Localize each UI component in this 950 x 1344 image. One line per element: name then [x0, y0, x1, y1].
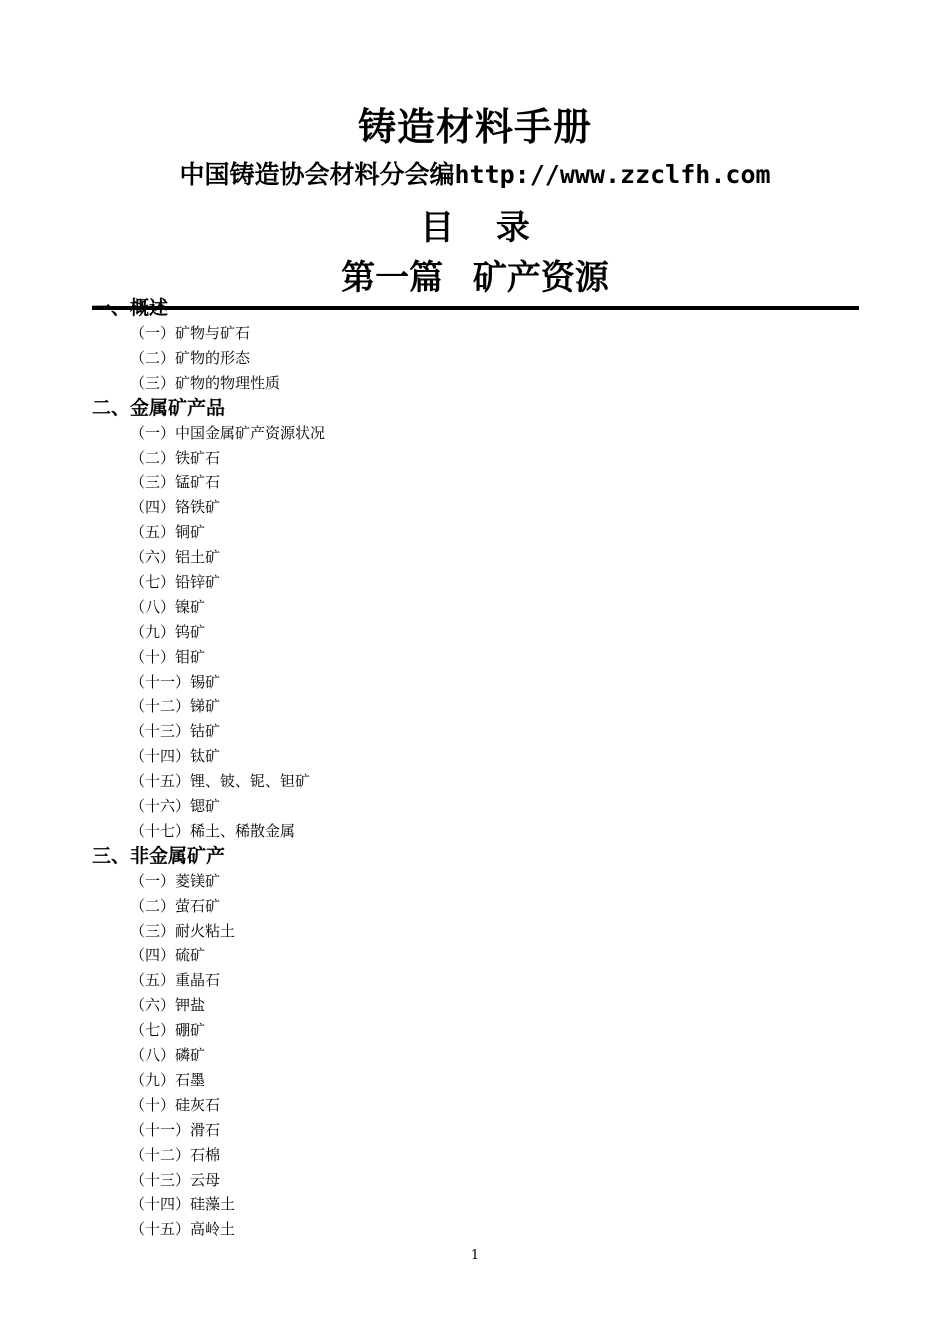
toc-section-title: 一、概述	[92, 297, 169, 319]
page-number: 1	[470, 1248, 480, 1263]
toc-entry: （十六）锶矿	[130, 797, 221, 816]
toc-entry: （十一）滑石	[130, 1120, 221, 1139]
toc-entry: （三）矿物的物理性质	[130, 373, 281, 392]
toc-entry: （十二）锑矿	[130, 697, 221, 716]
toc-section-heading	[92, 396, 859, 421]
document-title: 铸造材料手册	[357, 104, 592, 149]
toc-entry: （七）铅锌矿	[130, 573, 221, 592]
toc-entry: （一）中国金属矿产资源状况	[130, 423, 326, 442]
publisher-name: 中国铸造协会材料分会编	[179, 160, 455, 189]
website-url: http://www.zzclfh.com	[454, 160, 771, 189]
toc-entry: （十四）钛矿	[130, 747, 221, 766]
toc-entry: （八）磷矿	[130, 1046, 206, 1065]
toc-section-title: 三、非金属矿产	[92, 844, 226, 867]
toc-heading: 目 录	[420, 208, 530, 248]
toc-entry: （九）钨矿	[130, 622, 206, 641]
toc-entry: （二）铁矿石	[130, 448, 221, 467]
toc-entry: （十五）锂、铍、铌、钽矿	[130, 772, 311, 791]
toc-entry: （三）锰矿石	[130, 473, 221, 492]
toc-entry: （七）硼矿	[130, 1021, 206, 1040]
toc-entry: （十七）稀土、稀散金属	[130, 821, 296, 840]
toc-entry: （五）重晶石	[130, 971, 221, 990]
toc-entry: （十）硅灰石	[130, 1095, 221, 1114]
publisher-line	[0, 155, 950, 191]
toc-entry: （六）钾盐	[130, 996, 206, 1015]
toc-entry: （六）铝土矿	[130, 548, 221, 567]
toc-entry: （五）铜矿	[130, 523, 206, 542]
toc-section-title: 二、金属矿产品	[92, 396, 226, 419]
toc-section-heading	[92, 296, 859, 321]
toc-entry: （十一）锡矿	[130, 672, 221, 691]
toc-entry: （二）萤石矿	[130, 896, 221, 915]
toc-entry: （一）菱镁矿	[130, 871, 221, 890]
toc-entry: （三）耐火粘土	[130, 921, 236, 940]
toc-entry: （十四）硅藻土	[130, 1195, 236, 1214]
part-title: 第一篇 矿产资源	[341, 258, 609, 298]
toc-entry: （十）钼矿	[130, 647, 206, 666]
toc-entry: （十二）石棉	[130, 1145, 221, 1164]
toc-entry: （八）镍矿	[130, 597, 206, 616]
toc-entry: （一）矿物与矿石	[130, 324, 251, 342]
toc-entry: （十三）钴矿	[130, 722, 221, 741]
toc-section-heading	[92, 844, 859, 869]
toc-entry: （十三）云母	[130, 1170, 221, 1189]
table-of-contents	[92, 296, 859, 1242]
toc-entry: （四）硫矿	[130, 946, 206, 965]
toc-entry: （四）铬铁矿	[130, 498, 221, 517]
toc-entry: （九）石墨	[130, 1070, 206, 1089]
toc-entry: （二）矿物的形态	[130, 348, 251, 367]
toc-entry: （十五）高岭土	[130, 1220, 236, 1239]
